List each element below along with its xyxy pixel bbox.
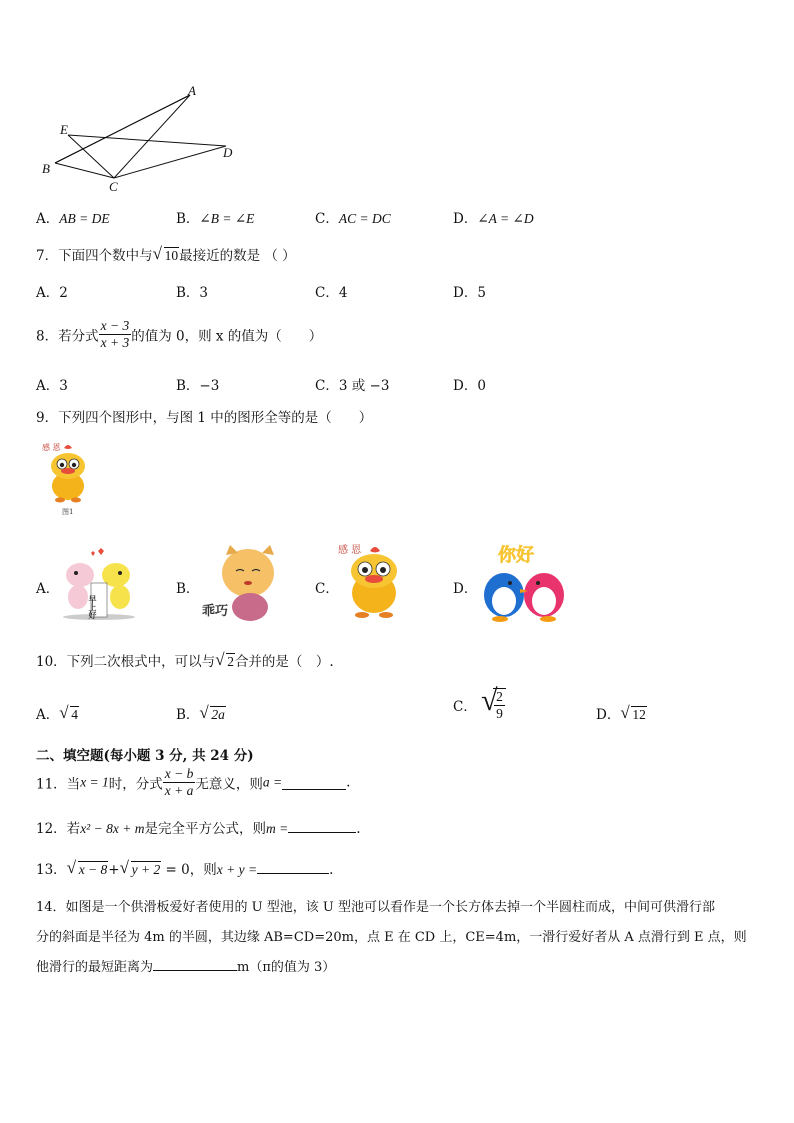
q9-option-a[interactable]: A． <box>36 581 60 597</box>
q7-stem: 7．下面四个数中与 √ 10最接近的数是 （ ） <box>36 244 296 264</box>
point-label-b: B <box>42 161 50 176</box>
q13-stem: 13． √ x − 8+ √ y + 2 = 0，则x + y = . <box>36 858 334 878</box>
point-label-e: E <box>60 122 68 137</box>
q11-stem: 11．当x = 1时，分式 $\frac{x - b}{x + a}$ 无意义，则a = . <box>36 766 351 798</box>
q9-option-c[interactable]: C． <box>315 581 339 597</box>
q9-option-b[interactable]: B． <box>176 581 200 597</box>
triangle-figure <box>38 80 248 195</box>
point-label-d: D <box>223 145 233 160</box>
point-label-c: C <box>109 179 118 194</box>
figure-1-caption: 图1 <box>62 508 74 516</box>
q10-option-c[interactable]: C． √ $\frac{2}{9}$ <box>453 688 506 722</box>
q14-line-1: 14．如图是一个供滑板爱好者使用的 U 型池，该 U 型池可以看作是一个长方体去掉一个半圆柱而成，中间可供滑行部 <box>36 900 715 915</box>
q7-option-b[interactable]: B．3 <box>176 285 209 301</box>
figure-1-chicken-image <box>40 440 96 518</box>
q10-stem: 10．下列二次根式中，可以与 √ 2合并的是（ ）. <box>36 650 334 670</box>
q7-option-d[interactable]: D．5 <box>453 285 486 301</box>
q10-option-d[interactable]: D． √ 12 <box>596 703 646 723</box>
q9-option-d-caption: 你好 <box>498 545 534 566</box>
q6-option-a[interactable]: A．AB = DE <box>36 211 110 227</box>
q9-option-c-image[interactable] <box>334 543 416 623</box>
q12-stem: 12．若x² − 8x + m是完全平方公式，则m = . <box>36 821 361 837</box>
q8-option-c[interactable]: C．3 或 −3 <box>315 378 390 394</box>
q9-option-a-caption: 早上好 <box>88 595 98 619</box>
q9-option-b-caption: 乖巧 <box>202 604 229 619</box>
point-label-a: A <box>188 83 196 98</box>
q13-answer-blank[interactable] <box>257 861 329 874</box>
q10-option-b[interactable]: B． √ 2a <box>176 703 225 723</box>
q9-option-a-image[interactable] <box>58 543 140 621</box>
q7-option-a[interactable]: A．2 <box>36 285 68 301</box>
q10-option-a[interactable]: A． √ 4 <box>36 703 78 723</box>
q14-line-2: 分的斜面是半径为 4m 的半圆，其边缘 AB=CD=20m，点 E 在 CD 上，CE=4m，一滑行爱好者从 A 点滑行到 E 点，则 <box>36 930 747 945</box>
q9-option-c-caption: 感 恩 <box>338 545 362 556</box>
q8-option-d[interactable]: D．0 <box>453 378 486 394</box>
q14-answer-blank[interactable] <box>153 958 237 971</box>
q6-option-c[interactable]: C．AC = DC <box>315 211 391 227</box>
section-2-title: 二、填空题(每小题 3 分, 共 24 分) <box>36 748 254 764</box>
q7-option-c[interactable]: C．4 <box>315 285 348 301</box>
q6-option-d[interactable]: D．∠A = ∠D <box>453 211 534 227</box>
q9-stem: 9．下列四个图形中，与图 1 中的图形全等的是（ ） <box>36 410 373 426</box>
q8-option-b[interactable]: B．−3 <box>176 378 220 394</box>
q8-option-a[interactable]: A．3 <box>36 378 68 394</box>
q11-answer-blank[interactable] <box>282 775 346 790</box>
q8-stem: 8．若分式 $\frac{x - 3}{x + 3}$ 的值为 0，则 x 的值为（ ） <box>36 318 323 350</box>
q6-option-b[interactable]: B．∠B = ∠E <box>176 211 255 227</box>
q14-line-3: 他滑行的最短距离为 m（π的值为 3） <box>36 960 336 975</box>
q9-option-b-image[interactable] <box>196 543 286 623</box>
q9-option-d[interactable]: D． <box>453 581 478 597</box>
q8-fraction: $\frac{x - 3}{x + 3}$ <box>100 318 130 350</box>
q12-answer-blank[interactable] <box>288 820 356 833</box>
q9-option-d-image[interactable] <box>474 543 574 623</box>
figure-1-sign: 感 恩 <box>42 443 61 452</box>
